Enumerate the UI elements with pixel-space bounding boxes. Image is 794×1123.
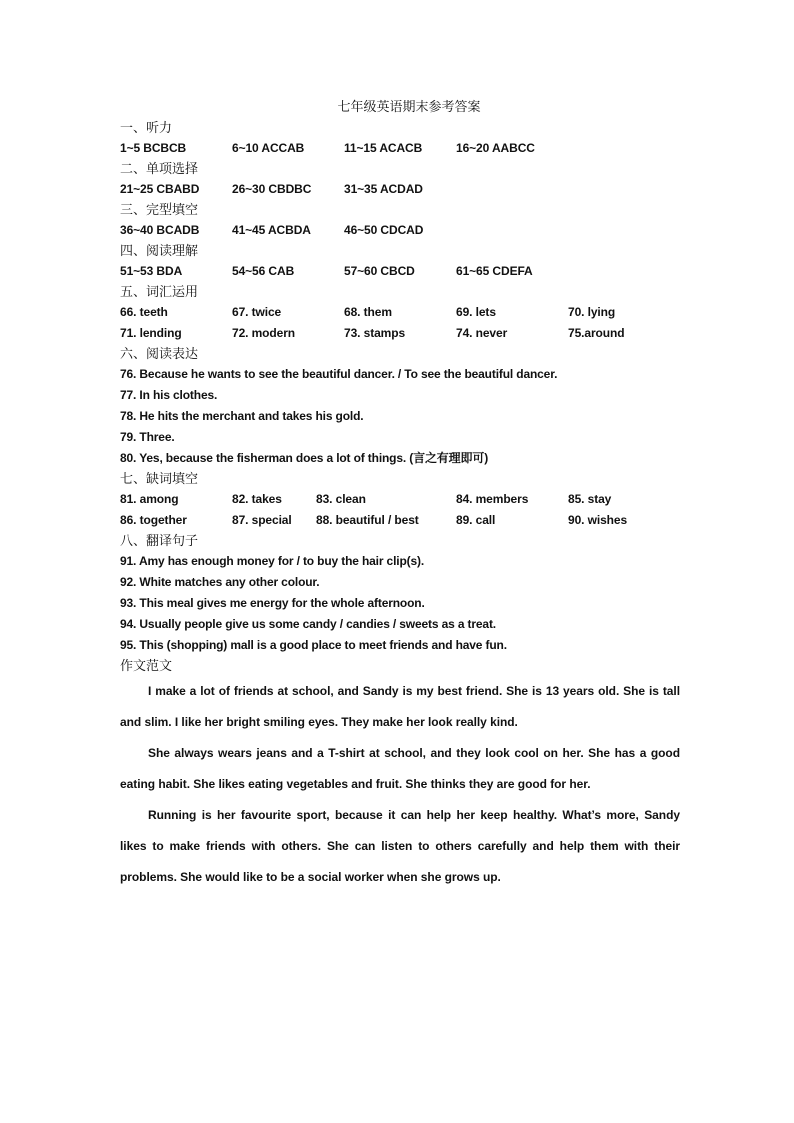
answer-item: 81. among <box>120 492 179 506</box>
answer-item: 87. special <box>232 513 292 527</box>
answer-line: 93. This meal gives me energy for the whole afternoon. <box>120 596 425 610</box>
section-heading-reading: 四、阅读理解 <box>120 243 199 258</box>
answer-line: 80. Yes, because the fisherman does a lot of things. (言之有理即可) <box>120 451 489 465</box>
answer-group: 11~15 ACACB <box>344 141 423 155</box>
answer-line: 79. Three. <box>120 430 175 444</box>
answer-group: 26~30 CBDBC <box>232 182 312 196</box>
essay-paragraph: I make a lot of friends at school, and Sandy is my best friend. She is 13 years old. She is tall and slim. I like her bright smiling eyes. They make her look really kind. <box>120 684 680 729</box>
model-essay <box>120 676 680 893</box>
answer-group: 16~20 AABCC <box>456 141 535 155</box>
section-heading-cloze: 三、完型填空 <box>120 202 199 217</box>
section-heading-single-choice: 二、单项选择 <box>120 161 199 176</box>
answer-group: 54~56 CAB <box>232 264 295 278</box>
answer-line: 94. Usually people give us some candy / candies / sweets as a treat. <box>120 617 496 631</box>
answer-item: 71. lending <box>120 326 182 340</box>
answer-line: 76. Because he wants to see the beautiful dancer. / To see the beautiful dancer. <box>120 367 558 381</box>
essay-paragraph: Running is her favourite sport, because it can help her keep healthy. What’s more, Sandy likes to make friends with others. She can listen to others carefully and help them with their problems. She would like to be a social worker when she grows up. <box>120 808 680 884</box>
answer-line: 91. Amy has enough money for / to buy the hair clip(s). <box>120 554 425 568</box>
answer-item: 86. together <box>120 513 187 527</box>
page-title: 七年级英语期末参考答案 <box>337 99 481 114</box>
answer-item: 72. modern <box>232 326 296 340</box>
section-heading-translation: 八、翻译句子 <box>120 533 199 548</box>
answer-item: 66. teeth <box>120 305 168 319</box>
answer-sheet <box>120 96 680 893</box>
answer-item: 67. twice <box>232 305 282 319</box>
answer-line: 95. This (shopping) mall is a good place to meet friends and have fun. <box>120 638 507 652</box>
answer-group: 31~35 ACDAD <box>344 182 423 196</box>
answer-item: 74. never <box>456 326 508 340</box>
answer-line: 78. He hits the merchant and takes his gold. <box>120 409 364 423</box>
reading-answers <box>120 261 680 282</box>
answer-item: 73. stamps <box>344 326 406 340</box>
answer-group: 57~60 CBCD <box>344 264 415 278</box>
answer-group: 1~5 BCBCB <box>120 141 187 155</box>
section-heading-reading-expression: 六、阅读表达 <box>120 346 199 361</box>
essay-paragraph: She always wears jeans and a T-shirt at school, and they look cool on her. She has a good eating habit. She likes eating vegetables and fruit. She thinks they are good for her. <box>120 746 680 791</box>
answer-item: 68. them <box>344 305 392 319</box>
section-heading-essay: 作文范文 <box>120 658 173 673</box>
answer-item: 85. stay <box>568 492 612 506</box>
answer-group: 46~50 CDCAD <box>344 223 424 237</box>
answer-group: 41~45 ACBDA <box>232 223 311 237</box>
section-heading-word-fill: 七、缺词填空 <box>120 471 199 486</box>
answer-line: 92. White matches any other colour. <box>120 575 320 589</box>
answer-group: 61~65 CDEFA <box>456 264 533 278</box>
answer-item: 90. wishes <box>568 513 628 527</box>
answer-item: 69. lets <box>456 305 496 319</box>
vocabulary-answers-row-1 <box>120 302 680 323</box>
answer-item: 82. takes <box>232 492 282 506</box>
answer-item: 70. lying <box>568 305 616 319</box>
answer-group: 51~53 BDA <box>120 264 183 278</box>
answer-item: 84. members <box>456 492 529 506</box>
listening-answers <box>120 138 680 159</box>
answer-group: 6~10 ACCAB <box>232 141 305 155</box>
answer-group: 21~25 CBABD <box>120 182 200 196</box>
answer-item: 75.around <box>568 326 625 340</box>
vocabulary-answers-row-2 <box>120 323 680 344</box>
single-choice-answers <box>120 179 680 200</box>
answer-item: 89. call <box>456 513 496 527</box>
answer-item: 88. beautiful / best <box>316 513 419 527</box>
section-heading-listening: 一、听力 <box>120 120 173 135</box>
answer-group: 36~40 BCADB <box>120 223 200 237</box>
word-fill-answers-row-1 <box>120 489 680 510</box>
answer-item: 83. clean <box>316 492 366 506</box>
section-heading-vocabulary: 五、词汇运用 <box>120 284 199 299</box>
answer-line: 77. In his clothes. <box>120 388 218 402</box>
word-fill-answers-row-2 <box>120 510 680 531</box>
cloze-answers <box>120 220 680 241</box>
